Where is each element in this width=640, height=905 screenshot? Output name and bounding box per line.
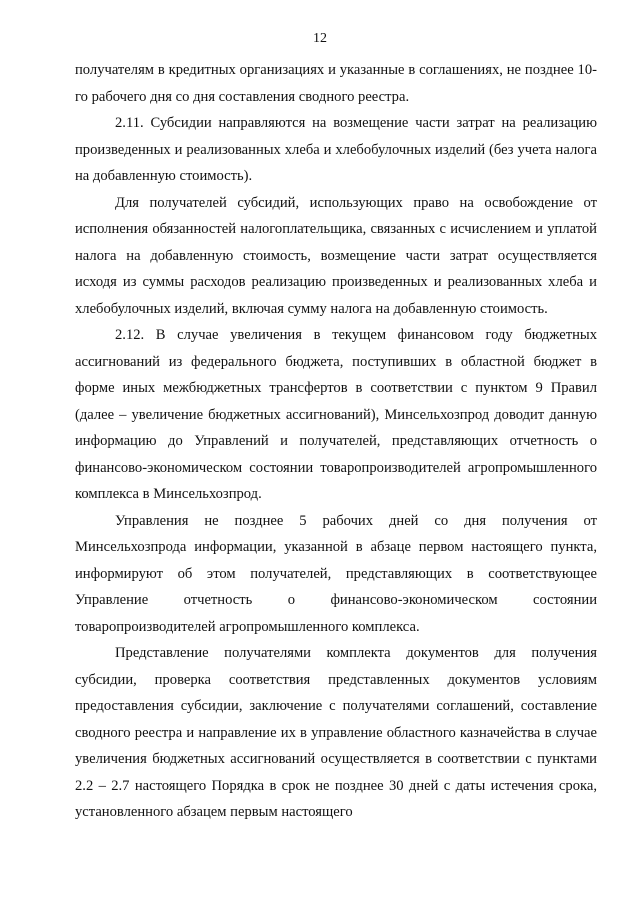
paragraph-2-12: 2.12. В случае увеличения в текущем финансовом году бюджетных ассигнований из федерального бюджета, поступивших в областной бюджет в форме иных межбюджетных трансфертов в соответствии с пунктом 9 Правил (далее – увеличение бюджетных ассигнований), Минсельхозпрод доводит данную информацию до Управлений и получателей, представляющих отчетность о финансово-экономическом состоянии товаропроизводителей агропромышленного комплекса в Минсельхозпрод. bbox=[75, 327, 597, 502]
paragraph-departments-notice: Управления не позднее 5 рабочих дней со дня получения от Минсельхозпрода информации, указанной в абзаце первом настоящего пункта, информируют об этом получателей, представляющих в соответствующее Управление отчетность о финансово-экономическом состоянии товаропроизводителей агропромышленного комплекса. bbox=[75, 512, 597, 635]
page-number: 12 bbox=[313, 31, 327, 46]
paragraph-vat-exemption: Для получателей субсидий, использующих право на освобождение от исполнения обязанностей налогоплательщика, связанных с исчислением и уплатой налога на добавленную стоимость, возмещение части затрат осуществляется исходя из суммы расходов реализацию произведенных и реализованных хлеба и хлебобулочных изделий, включая сумму налога на добавленную стоимость. bbox=[75, 194, 597, 317]
paragraph-continuation: получателям в кредитных организациях и указанные в соглашениях, не позднее 10-го рабочего дня со дня составления сводного реестра. bbox=[75, 62, 597, 105]
paragraph-2-11: 2.11. Субсидии направляются на возмещение части затрат на реализацию произведенных и реализованных хлеба и хлебобулочных изделий (без учета налога на добавленную стоимость). bbox=[75, 115, 597, 184]
paragraph-documents-submission: Представление получателями комплекта документов для получения субсидии, проверка соответствия представленных документов условиям предоставления субсидии, заключение с получателями соглашений, составление сводного реестра и направление их в управление областного казначейства в случае увеличения бюджетных ассигнований осуществляется в соответствии с пунктами 2.2 – 2.7 настоящего Порядка в срок не позднее 30 дней с даты истечения срока, установленного абзацем первым настоящего bbox=[75, 645, 597, 820]
document-body bbox=[75, 57, 597, 826]
